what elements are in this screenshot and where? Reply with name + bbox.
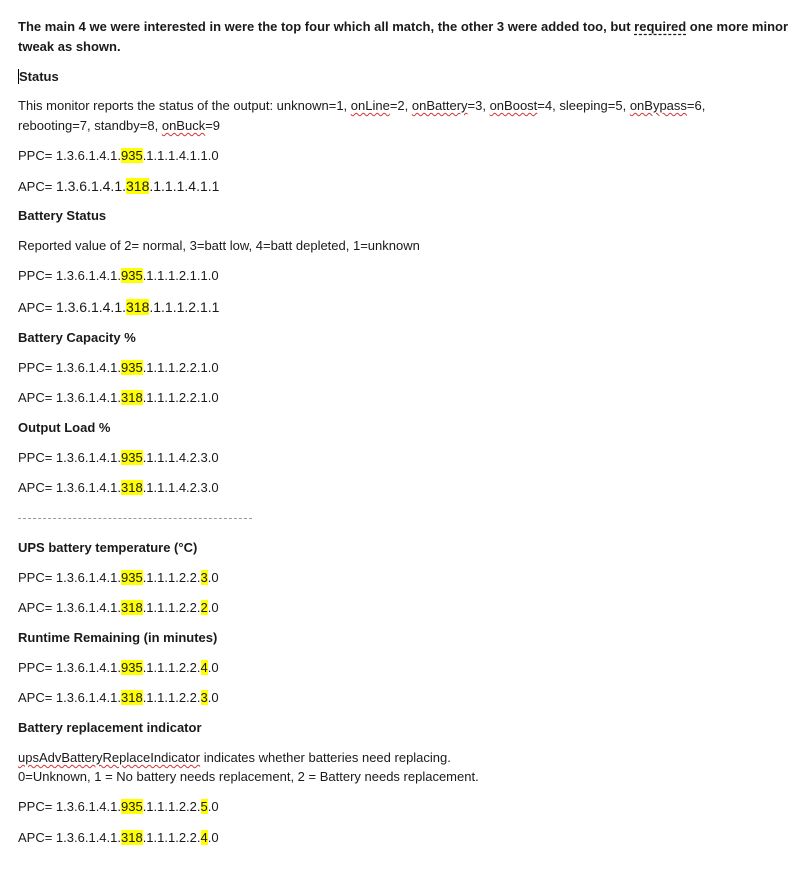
divider-line [18, 518, 252, 519]
intro-line-1: The main 4 we were interested in were the top four which all match, the other 3 were added too, but required one more minor [18, 19, 789, 34]
battery-capacity-ppc-oid: PPC= 1.3.6.1.4.1.935.1.1.1.2.2.1.0 [18, 360, 219, 375]
intro-line-2: tweak as shown. [18, 39, 121, 54]
ups-temp-ppc-oid: PPC= 1.3.6.1.4.1.935.1.1.1.2.2.3.0 [18, 570, 219, 585]
heading-runtime-remaining: Runtime Remaining (in minutes) [18, 630, 218, 645]
replacement-description-line-2: 0=Unknown, 1 = No battery needs replacement, 2 = Battery needs replacement. [18, 769, 479, 784]
heading-battery-replacement-indicator: Battery replacement indicator [18, 720, 202, 735]
status-apc-oid: APC= 1.3.6.1.4.1.318.1.1.1.4.1.1 [18, 178, 220, 194]
status-ppc-oid: PPC= 1.3.6.1.4.1.935.1.1.1.4.1.1.0 [18, 148, 219, 163]
ups-temp-apc-oid: APC= 1.3.6.1.4.1.318.1.1.1.2.2.2.0 [18, 600, 219, 615]
replacement-description-line-1: upsAdvBatteryReplaceIndicator indicates whether batteries need replacing. [18, 750, 451, 765]
replacement-ppc-oid: PPC= 1.3.6.1.4.1.935.1.1.1.2.2.5.0 [18, 799, 219, 814]
output-load-apc-oid: APC= 1.3.6.1.4.1.318.1.1.1.4.2.3.0 [18, 480, 219, 495]
heading-status: Status [19, 69, 59, 84]
battery-status-ppc-oid: PPC= 1.3.6.1.4.1.935.1.1.1.2.1.1.0 [18, 268, 219, 283]
heading-battery-status: Battery Status [18, 208, 107, 223]
heading-output-load: Output Load % [18, 420, 111, 435]
heading-ups-battery-temperature: UPS battery temperature (°C) [18, 540, 198, 555]
status-description-line-1: This monitor reports the status of the output: unknown=1, onLine=2, onBattery=3, onBoost=4, sleeping=5, onBypass=6, [18, 98, 706, 113]
battery-capacity-apc-oid: APC= 1.3.6.1.4.1.318.1.1.1.2.2.1.0 [18, 390, 219, 405]
battery-status-description: Reported value of 2= normal, 3=batt low, 4=batt depleted, 1=unknown [18, 238, 420, 253]
spelling-mark: required [634, 19, 687, 34]
battery-status-apc-oid: APC= 1.3.6.1.4.1.318.1.1.1.2.1.1 [18, 299, 220, 315]
status-description-line-2: rebooting=7, standby=8, onBuck=9 [18, 118, 221, 133]
runtime-apc-oid: APC= 1.3.6.1.4.1.318.1.1.1.2.2.3.0 [18, 690, 219, 705]
output-load-ppc-oid: PPC= 1.3.6.1.4.1.935.1.1.1.4.2.3.0 [18, 450, 219, 465]
heading-battery-capacity: Battery Capacity % [18, 330, 136, 345]
replacement-apc-oid: APC= 1.3.6.1.4.1.318.1.1.1.2.2.4.0 [18, 830, 219, 845]
runtime-ppc-oid: PPC= 1.3.6.1.4.1.935.1.1.1.2.2.4.0 [18, 660, 219, 675]
